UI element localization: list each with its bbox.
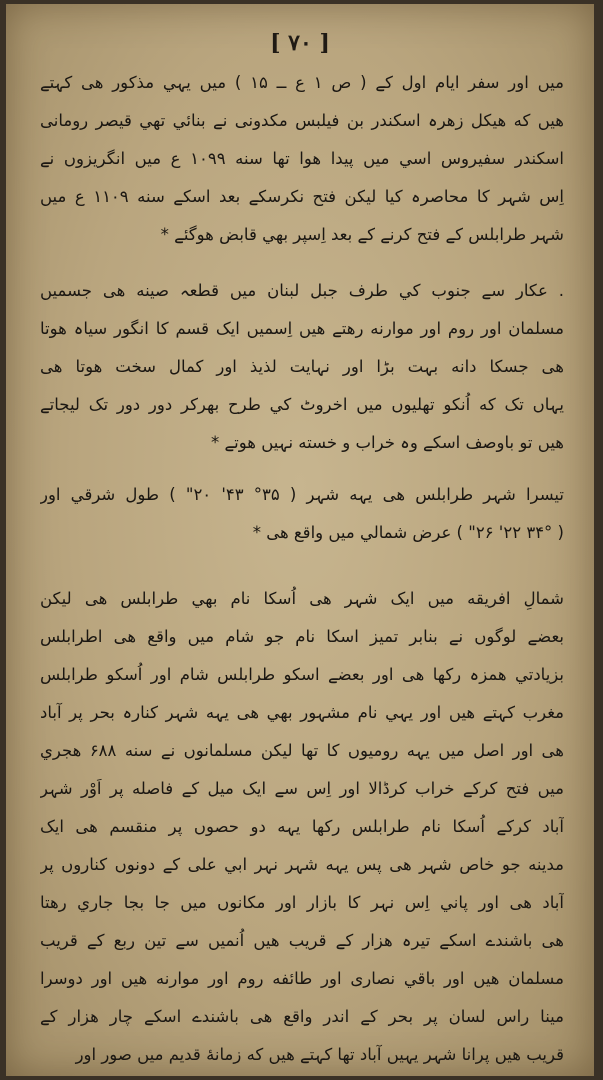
text-line: . عکار سے جنوب کي طرف جبل لبنان میں قطعہ صینه هی جسمیں (40, 281, 564, 300)
text-line: آباد کرکے اُسکا نام طرابلس رکها یہه دو حصوں پر منقسم هی ایک (40, 817, 564, 836)
text-line: مسلمان هیں اور باقي نصاری اور طائفه روم اور موارنه هیں اور دوسرا (40, 969, 564, 988)
text-line: بزیادتي همزہ رکها هی اور بعضے اسکو طرابلس شام اور اُسکو طرابلس (40, 665, 564, 684)
text-line: میں اور سفر ایام اول کے ( ص ۱ ع ــ ۱۵ ) میں یہي مذکور هی کہتے (40, 73, 564, 92)
text-line: مسلمان اور روم اور موارنه رهتے هیں اِسمیں ایک قسم کا انگور سیاہ هوتا (40, 319, 564, 338)
text-body (40, 64, 564, 1064)
text-line: شہر طرابلس کے فتح کرنے کے بعد اِسپر بهي قابض هوگئے * (160, 225, 564, 244)
text-line: تیسرا شہر طرابلس هی یہه شہر ( ۳۵° ۴۳' ۲۰" ) طول شرقي اور (40, 485, 564, 504)
text-line: اسکندر سفیروس اسي میں پیدا هوا تها سنه ۱۰۹۹ ع میں انگریزوں نے (40, 149, 564, 168)
text-line: هی اور اصل میں یہه رومیوں کا تها لیکن مسلمانوں نے سنه ۶۸۸ هجري (40, 741, 564, 760)
scanned-page (6, 4, 594, 1076)
page-number: [ ۷۰ ] (270, 30, 330, 56)
text-line: شمالِ افریقه میں ایک شہر هی اُسکا نام بهي طرابلس هی لیکن (40, 589, 564, 608)
text-line: میں فتح کرکے خراب کرڈالا اور اِس سے ایک میل کے فاصله پر اَوْر شہر (40, 779, 564, 798)
text-line: مغرب کہتے هیں اور یہي نام مشہور بهي هی یہه شہر کنارہ بحر پر آباد (40, 703, 564, 722)
paragraph-4 (40, 580, 564, 1074)
text-line: بعضے لوگوں نے بنابر تمیز اسکا نام جو شام میں واقع هی اطرابلس (40, 627, 564, 646)
text-line: ( ۳۴° ۲۲' ۲۶" ) عرض شمالي میں واقع هی * (252, 523, 564, 542)
paragraph-3 (40, 476, 564, 552)
text-line: قریب هیں پرانا شہر یہیں آباد تها کہتے هیں که زمانهٔ قدیم میں صور اور (75, 1045, 564, 1064)
text-line: اِس شہر کا محاصرہ کیا لیکن فتح نکرسکے بعد اسکے سنه ۱۱۰۹ ع میں (40, 187, 564, 206)
text-line: هیں که هیکل زهرہ اسکندر بن فیلبس مکدونی نے بنائي تهي قیصر رومانی (40, 111, 564, 130)
paragraph-1 (40, 64, 564, 254)
text-line: هی جسکا دانه بہت بڑا اور نہایت لذیذ اور کمال سخت هوتا هی (40, 357, 564, 376)
text-line: هیں تو باوصف اسکے وہ خراب و خسته نہیں هوتے * (211, 433, 564, 452)
text-line: مینا راس لسان پر بحر کے اندر واقع هی باشندے اسکے چار هزار کے (40, 1007, 564, 1026)
text-line: هی باشندے اسکے تیرہ هزار کے قریب هیں اُنمیں سے تین ربع کے قریب (40, 931, 564, 950)
text-line: آباد هی اور پاني اِس نہر کا بازار اور مکانوں میں جا بجا جاري رهتا (40, 893, 564, 912)
text-line: مدینه جو خاص شہر هی پس یہه شہر نہر ابي علی کے دونوں کناروں پر (40, 855, 564, 874)
paragraph-2 (40, 272, 564, 462)
text-line: یہاں تک که اُنکو تهلیوں میں اخروٹ کي طرح بهرکر دور دور تک لیجاتے (40, 395, 564, 414)
